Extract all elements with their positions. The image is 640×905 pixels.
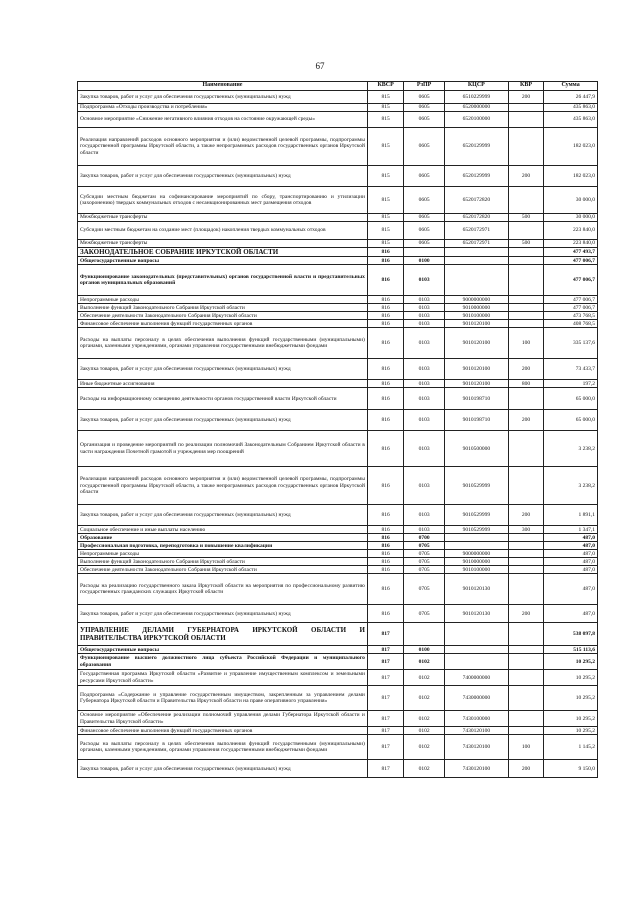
cell-ksr: 6520100000 (444, 112, 508, 128)
cell-rzpr: 0102 (404, 760, 445, 778)
cell-name: Закупка товаров, работ и услуг для обеспечения государственных (муниципальных) нужд (78, 359, 368, 380)
cell-ksr (444, 646, 508, 654)
table-row (78, 388, 598, 410)
cell-rzpr: 0103 (404, 431, 445, 467)
cell-ksr: 9000000000 (444, 296, 508, 304)
table-row (78, 214, 598, 222)
cell-sum: 10 295,2 (544, 654, 598, 670)
cell-name: Закупка товаров, работ и услуг для обеспечения государственных (муниципальных) нужд (78, 605, 368, 623)
table-row (78, 257, 598, 265)
cell-ksr: 9010198710 (444, 410, 508, 431)
table-row (78, 410, 598, 431)
cell-sum: 335 137,6 (544, 328, 598, 359)
column-header-name: Наименование (78, 82, 368, 91)
cell-kvr: 500 (508, 240, 543, 248)
cell-kvr: 200 (508, 760, 543, 778)
cell-kvr (508, 574, 543, 605)
cell-kvsr: 816 (367, 320, 403, 328)
cell-kvr (508, 187, 543, 214)
table-row (78, 128, 598, 166)
cell-kvr: 300 (508, 526, 543, 534)
cell-sum: 26 447,9 (544, 91, 598, 104)
table-row (78, 623, 598, 646)
cell-sum: 197,2 (544, 380, 598, 388)
cell-kvsr: 816 (367, 550, 403, 558)
cell-name: Реализация направлений расходов основного мероприятия и (или) ведомственной целевой программы, подпрограммы государственной программы Иркутской области, а также непрограммных расходов государственных органов Иркутской области (78, 467, 368, 505)
cell-sum: 10 295,2 (544, 711, 598, 727)
cell-sum: 487,0 (544, 605, 598, 623)
cell-ksr: 6520172820 (444, 187, 508, 214)
cell-kvsr: 816 (367, 605, 403, 623)
cell-sum: 408 768,5 (544, 320, 598, 328)
cell-kvr (508, 566, 543, 574)
cell-kvsr: 815 (367, 112, 403, 128)
cell-kvsr: 816 (367, 312, 403, 320)
cell-sum: 477 006,7 (544, 296, 598, 304)
cell-sum: 487,0 (544, 566, 598, 574)
table-row (78, 359, 598, 380)
cell-sum: 3 238,2 (544, 467, 598, 505)
cell-kvr (508, 128, 543, 166)
table-row (78, 320, 598, 328)
column-header-sum: Сумма (544, 82, 598, 91)
cell-ksr: 9010529999 (444, 526, 508, 534)
cell-rzpr: 0102 (404, 711, 445, 727)
cell-rzpr: 0100 (404, 646, 445, 654)
cell-kvsr: 816 (367, 304, 403, 312)
cell-name: ЗАКОНОДАТЕЛЬНОЕ СОБРАНИЕ ИРКУТСКОЙ ОБЛАСТИ (78, 248, 368, 257)
cell-sum: 477 006,7 (544, 304, 598, 312)
cell-kvsr: 815 (367, 187, 403, 214)
cell-kvsr: 817 (367, 654, 403, 670)
cell-name: Функционирование высшего должностного лица субъекта Российской Федерации и муниципального образования (78, 654, 368, 670)
table-row (78, 605, 598, 623)
cell-kvsr: 815 (367, 91, 403, 104)
cell-kvsr: 816 (367, 265, 403, 296)
cell-rzpr: 0103 (404, 265, 445, 296)
cell-ksr: 9010000000 (444, 304, 508, 312)
cell-rzpr: 0705 (404, 558, 445, 566)
cell-kvr (508, 104, 543, 112)
cell-kvsr: 816 (367, 248, 403, 257)
table-row (78, 112, 598, 128)
cell-kvsr: 815 (367, 240, 403, 248)
cell-ksr: 9010120130 (444, 605, 508, 623)
cell-sum: 182 023,0 (544, 128, 598, 166)
cell-kvr: 500 (508, 214, 543, 222)
table-header-row (78, 82, 598, 91)
cell-sum: 10 295,2 (544, 727, 598, 735)
cell-name: Расходы на информационному освещению деятельности органов государственной власти Иркутской области (78, 388, 368, 410)
cell-kvr: 200 (508, 505, 543, 526)
cell-name: Непрограммные расходы (78, 296, 368, 304)
cell-sum: 10 295,2 (544, 670, 598, 686)
cell-kvr (508, 542, 543, 550)
cell-rzpr: 0705 (404, 550, 445, 558)
cell-sum: 30 000,0 (544, 187, 598, 214)
cell-rzpr: 0605 (404, 187, 445, 214)
column-header-rzpr: РзПР (404, 82, 445, 91)
cell-name: УПРАВЛЕНИЕ ДЕЛАМИ ГУБЕРНАТОРА ИРКУТСКОЙ ОБЛАСТИ И ПРАВИТЕЛЬСТВА ИРКУТСКОЙ ОБЛАСТИ (78, 623, 368, 646)
cell-rzpr: 0605 (404, 112, 445, 128)
cell-ksr: 9010120100 (444, 359, 508, 380)
cell-name: Подпрограмма «Содержание и управление государственным имуществом, закрепленным за управлением делами Губернатора Иркутской области и Правительства Иркутской области на праве оперативного управления» (78, 686, 368, 711)
cell-rzpr: 0705 (404, 605, 445, 623)
table-row (78, 670, 598, 686)
cell-rzpr: 0103 (404, 388, 445, 410)
cell-ksr: 9010120100 (444, 328, 508, 359)
cell-sum: 487,0 (544, 574, 598, 605)
cell-rzpr: 0102 (404, 686, 445, 711)
cell-ksr (444, 534, 508, 542)
cell-sum: 30 000,0 (544, 214, 598, 222)
cell-kvsr: 817 (367, 760, 403, 778)
cell-kvsr: 816 (367, 388, 403, 410)
cell-ksr: 9010529999 (444, 505, 508, 526)
cell-name: Закупка товаров, работ и услуг для обеспечения государственных (муниципальных) нужд (78, 760, 368, 778)
cell-rzpr: 0103 (404, 526, 445, 534)
cell-kvsr: 817 (367, 670, 403, 686)
cell-kvr: 100 (508, 328, 543, 359)
cell-kvr (508, 248, 543, 257)
table-row (78, 104, 598, 112)
cell-rzpr: 0605 (404, 104, 445, 112)
cell-rzpr: 0705 (404, 542, 445, 550)
cell-name: Профессиональная подготовка, переподготовка и повышение квалификации (78, 542, 368, 550)
cell-sum: 538 097,8 (544, 623, 598, 646)
cell-ksr: 9000000000 (444, 550, 508, 558)
cell-name: Межбюджетные трансферты (78, 240, 368, 248)
cell-sum: 3 238,2 (544, 431, 598, 467)
cell-sum: 473 768,5 (544, 312, 598, 320)
cell-rzpr: 0103 (404, 312, 445, 320)
cell-name: Финансовое обеспечение выполнения функций государственных органов (78, 727, 368, 735)
cell-sum: 487,0 (544, 534, 598, 542)
cell-sum: 487,0 (544, 542, 598, 550)
cell-kvsr: 816 (367, 410, 403, 431)
cell-sum: 487,0 (544, 558, 598, 566)
cell-rzpr: 0102 (404, 654, 445, 670)
cell-rzpr: 0605 (404, 128, 445, 166)
cell-kvr (508, 711, 543, 727)
table-row (78, 187, 598, 214)
cell-ksr: 7430120100 (444, 727, 508, 735)
cell-kvsr: 817 (367, 711, 403, 727)
cell-kvsr: 816 (367, 574, 403, 605)
cell-ksr: 7400000000 (444, 670, 508, 686)
cell-ksr: 9010100000 (444, 566, 508, 574)
cell-kvr (508, 312, 543, 320)
cell-sum: 477 006,7 (544, 257, 598, 265)
cell-name: Закупка товаров, работ и услуг для обеспечения государственных (муниципальных) нужд (78, 505, 368, 526)
cell-name: Выполнение функций Законодательного Собрания Иркутской области (78, 558, 368, 566)
cell-ksr (444, 623, 508, 646)
column-header-kvr: КВР (508, 82, 543, 91)
cell-kvr (508, 670, 543, 686)
cell-kvr (508, 222, 543, 240)
cell-sum: 1 891,1 (544, 505, 598, 526)
cell-ksr (444, 257, 508, 265)
table-row (78, 526, 598, 534)
cell-name: Функционирование законодательных (представительных) органов государственной власти и представительных органов муниципальных образований (78, 265, 368, 296)
table-row (78, 222, 598, 240)
cell-kvsr: 816 (367, 566, 403, 574)
cell-rzpr: 0100 (404, 257, 445, 265)
cell-kvsr: 817 (367, 623, 403, 646)
cell-kvr (508, 320, 543, 328)
cell-name: Основное мероприятие «Обеспечение реализации полномочий управления делами Губернатора Иркутской области и Правительства Иркутской области» (78, 711, 368, 727)
cell-rzpr: 0103 (404, 380, 445, 388)
cell-ksr: 9010000000 (444, 558, 508, 566)
cell-ksr: 7430000000 (444, 686, 508, 711)
cell-kvr: 800 (508, 380, 543, 388)
table-row (78, 265, 598, 296)
cell-kvsr: 816 (367, 359, 403, 380)
table-row (78, 760, 598, 778)
cell-sum: 182 023,0 (544, 166, 598, 187)
cell-kvsr: 817 (367, 646, 403, 654)
cell-name: Обеспечение деятельности Законодательного Собрания Иркутской области (78, 566, 368, 574)
cell-sum: 515 113,6 (544, 646, 598, 654)
cell-rzpr: 0103 (404, 328, 445, 359)
cell-rzpr: 0102 (404, 670, 445, 686)
cell-ksr: 9010100000 (444, 312, 508, 320)
cell-kvr (508, 727, 543, 735)
table-row (78, 304, 598, 312)
cell-name: Основное мероприятие «Снижение негативного влияния отходов на состояние окружающей среды» (78, 112, 368, 128)
cell-name: Закупка товаров, работ и услуг для обеспечения государственных (муниципальных) нужд (78, 166, 368, 187)
table-row (78, 558, 598, 566)
cell-rzpr: 0605 (404, 222, 445, 240)
cell-ksr: 9010120100 (444, 380, 508, 388)
cell-name: Закупка товаров, работ и услуг для обеспечения государственных (муниципальных) нужд (78, 91, 368, 104)
cell-name: Общегосударственные вопросы (78, 257, 368, 265)
table-row (78, 431, 598, 467)
table-row (78, 91, 598, 104)
table-row (78, 542, 598, 550)
cell-ksr: 9010120100 (444, 320, 508, 328)
table-row (78, 248, 598, 257)
cell-name: Межбюджетные трансферты (78, 214, 368, 222)
cell-kvr (508, 257, 543, 265)
cell-kvr: 200 (508, 410, 543, 431)
cell-name: Иные бюджетные ассигнования (78, 380, 368, 388)
cell-ksr (444, 265, 508, 296)
cell-rzpr: 0103 (404, 304, 445, 312)
cell-kvr (508, 550, 543, 558)
cell-kvsr: 815 (367, 222, 403, 240)
table-row (78, 686, 598, 711)
cell-rzpr: 0605 (404, 166, 445, 187)
cell-rzpr: 0605 (404, 91, 445, 104)
cell-sum: 1 145,2 (544, 735, 598, 760)
table-row (78, 467, 598, 505)
cell-kvsr: 815 (367, 214, 403, 222)
cell-kvsr: 815 (367, 166, 403, 187)
cell-sum: 435 863,0 (544, 104, 598, 112)
table-row (78, 312, 598, 320)
page-number: 67 (315, 61, 325, 71)
cell-ksr: 6520000000 (444, 104, 508, 112)
cell-kvsr: 816 (367, 467, 403, 505)
cell-kvsr: 816 (367, 431, 403, 467)
cell-kvsr: 817 (367, 686, 403, 711)
cell-rzpr: 0103 (404, 359, 445, 380)
cell-kvr (508, 558, 543, 566)
cell-rzpr: 0103 (404, 296, 445, 304)
cell-kvr (508, 623, 543, 646)
table-row (78, 240, 598, 248)
cell-kvsr: 816 (367, 505, 403, 526)
cell-sum: 223 840,0 (544, 222, 598, 240)
cell-rzpr: 0605 (404, 240, 445, 248)
cell-ksr: 7430100000 (444, 711, 508, 727)
cell-sum: 10 295,2 (544, 686, 598, 711)
cell-kvsr: 816 (367, 558, 403, 566)
cell-rzpr: 0705 (404, 574, 445, 605)
table-row (78, 328, 598, 359)
cell-ksr: 6520129999 (444, 166, 508, 187)
cell-kvr: 200 (508, 166, 543, 187)
cell-rzpr (404, 248, 445, 257)
cell-rzpr: 0605 (404, 214, 445, 222)
cell-name: Непрограммные расходы (78, 550, 368, 558)
column-header-ksr: КЦСР (444, 82, 508, 91)
cell-name: Расходы на реализацию государственного заказа Иркутской области на мероприятия по профессиональному развитию государственных гражданских служащих Иркутской области (78, 574, 368, 605)
table-row (78, 735, 598, 760)
cell-kvr (508, 534, 543, 542)
cell-sum: 9 150,0 (544, 760, 598, 778)
cell-kvr (508, 686, 543, 711)
table-row (78, 574, 598, 605)
cell-name: Образование (78, 534, 368, 542)
cell-sum: 487,0 (544, 550, 598, 558)
cell-kvsr: 816 (367, 296, 403, 304)
cell-kvr: 200 (508, 605, 543, 623)
cell-kvsr: 815 (367, 104, 403, 112)
cell-kvr: 200 (508, 359, 543, 380)
table-row (78, 711, 598, 727)
table-row (78, 166, 598, 187)
cell-kvr: 100 (508, 735, 543, 760)
cell-kvsr: 816 (367, 257, 403, 265)
table-row (78, 654, 598, 670)
cell-ksr: 6520172971 (444, 222, 508, 240)
cell-sum: 73 433,7 (544, 359, 598, 380)
cell-ksr: 6510229999 (444, 91, 508, 104)
cell-rzpr: 0102 (404, 727, 445, 735)
cell-kvr (508, 265, 543, 296)
cell-rzpr: 0103 (404, 320, 445, 328)
cell-kvr (508, 304, 543, 312)
table-row (78, 534, 598, 542)
cell-kvsr: 816 (367, 380, 403, 388)
cell-rzpr: 0103 (404, 467, 445, 505)
cell-kvsr: 815 (367, 128, 403, 166)
cell-kvr (508, 654, 543, 670)
cell-name: Социальное обеспечение и иные выплаты населению (78, 526, 368, 534)
cell-ksr: 7430120100 (444, 735, 508, 760)
cell-ksr: 9010120130 (444, 574, 508, 605)
cell-kvr: 200 (508, 91, 543, 104)
cell-sum: 477 006,7 (544, 265, 598, 296)
cell-kvsr: 817 (367, 727, 403, 735)
cell-rzpr: 0103 (404, 505, 445, 526)
cell-kvr (508, 296, 543, 304)
cell-kvsr: 817 (367, 735, 403, 760)
cell-sum: 477 493,7 (544, 248, 598, 257)
cell-sum: 65 000,0 (544, 388, 598, 410)
cell-name: Закупка товаров, работ и услуг для обеспечения государственных (муниципальных) нужд (78, 410, 368, 431)
cell-ksr (444, 654, 508, 670)
cell-kvr (508, 646, 543, 654)
cell-ksr: 6520172971 (444, 240, 508, 248)
cell-sum: 1 347,1 (544, 526, 598, 534)
cell-name: Подпрограмма «Отходы производства и потребления» (78, 104, 368, 112)
cell-name: Расходы на выплаты персоналу в целях обеспечения выполнения функций государственными (муниципальными) органами, казенными учреждениями, органами управления государственными внебюджетными фондами (78, 735, 368, 760)
cell-sum: 435 863,0 (544, 112, 598, 128)
cell-name: Финансовое обеспечение выполнения функций государственных органов (78, 320, 368, 328)
table-row (78, 646, 598, 654)
table-row (78, 727, 598, 735)
cell-kvr (508, 388, 543, 410)
cell-rzpr (404, 623, 445, 646)
cell-kvr (508, 112, 543, 128)
cell-name: Государственная программа Иркутской области «Развитие и управление имущественным комплексом и земельными ресурсами Иркутской области» (78, 670, 368, 686)
cell-kvr (508, 467, 543, 505)
cell-name: Расходы на выплаты персоналу в целях обеспечения выполнения функций государственными (муниципальными) органами, казенными учреждениями, органами управления государственными внебюджетными фондами (78, 328, 368, 359)
cell-rzpr: 0705 (404, 566, 445, 574)
table-body (78, 91, 598, 778)
cell-rzpr: 0102 (404, 735, 445, 760)
table-row (78, 380, 598, 388)
table-row (78, 550, 598, 558)
cell-name: Выполнение функций Законодательного Собрания Иркутской области (78, 304, 368, 312)
column-header-kvsr: КВСР (367, 82, 403, 91)
table-row (78, 505, 598, 526)
cell-name: Обеспечение деятельности Законодательного Собрания Иркутской области (78, 312, 368, 320)
cell-ksr: 9010198710 (444, 388, 508, 410)
budget-table (77, 81, 598, 778)
cell-kvsr: 816 (367, 534, 403, 542)
cell-name: Субсидии местным бюджетам на софинансирование мероприятий по сбору, транспортированию и утилизации (захоронению) твердых коммунальных отходов с несанкционированных мест размещения отходов (78, 187, 368, 214)
cell-kvsr: 816 (367, 328, 403, 359)
cell-ksr: 7430120100 (444, 760, 508, 778)
cell-ksr: 6520129999 (444, 128, 508, 166)
cell-sum: 65 000,0 (544, 410, 598, 431)
cell-ksr: 6520172820 (444, 214, 508, 222)
cell-name: Организация и проведение мероприятий по реализации полномочий Законодательным Собранием Иркутской области в части награждения Почетной грамотой и учреждения мер поощрений (78, 431, 368, 467)
cell-name: Общегосударственные вопросы (78, 646, 368, 654)
cell-kvsr: 816 (367, 542, 403, 550)
cell-name: Реализация направлений расходов основного мероприятия и (или) ведомственной целевой программы, подпрограммы государственной программы Иркутской области, а также непрограммных расходов государственных органов Иркутской области (78, 128, 368, 166)
cell-rzpr: 0700 (404, 534, 445, 542)
cell-ksr: 9010500000 (444, 431, 508, 467)
cell-name: Субсидии местным бюджетам на создание мест (площадок) накопления твердых коммунальных отходов (78, 222, 368, 240)
cell-rzpr: 0103 (404, 410, 445, 431)
cell-sum: 223 840,0 (544, 240, 598, 248)
cell-ksr (444, 248, 508, 257)
cell-ksr: 9010529999 (444, 467, 508, 505)
cell-ksr (444, 542, 508, 550)
cell-kvr (508, 431, 543, 467)
table-row (78, 296, 598, 304)
cell-kvsr: 816 (367, 526, 403, 534)
table-row (78, 566, 598, 574)
